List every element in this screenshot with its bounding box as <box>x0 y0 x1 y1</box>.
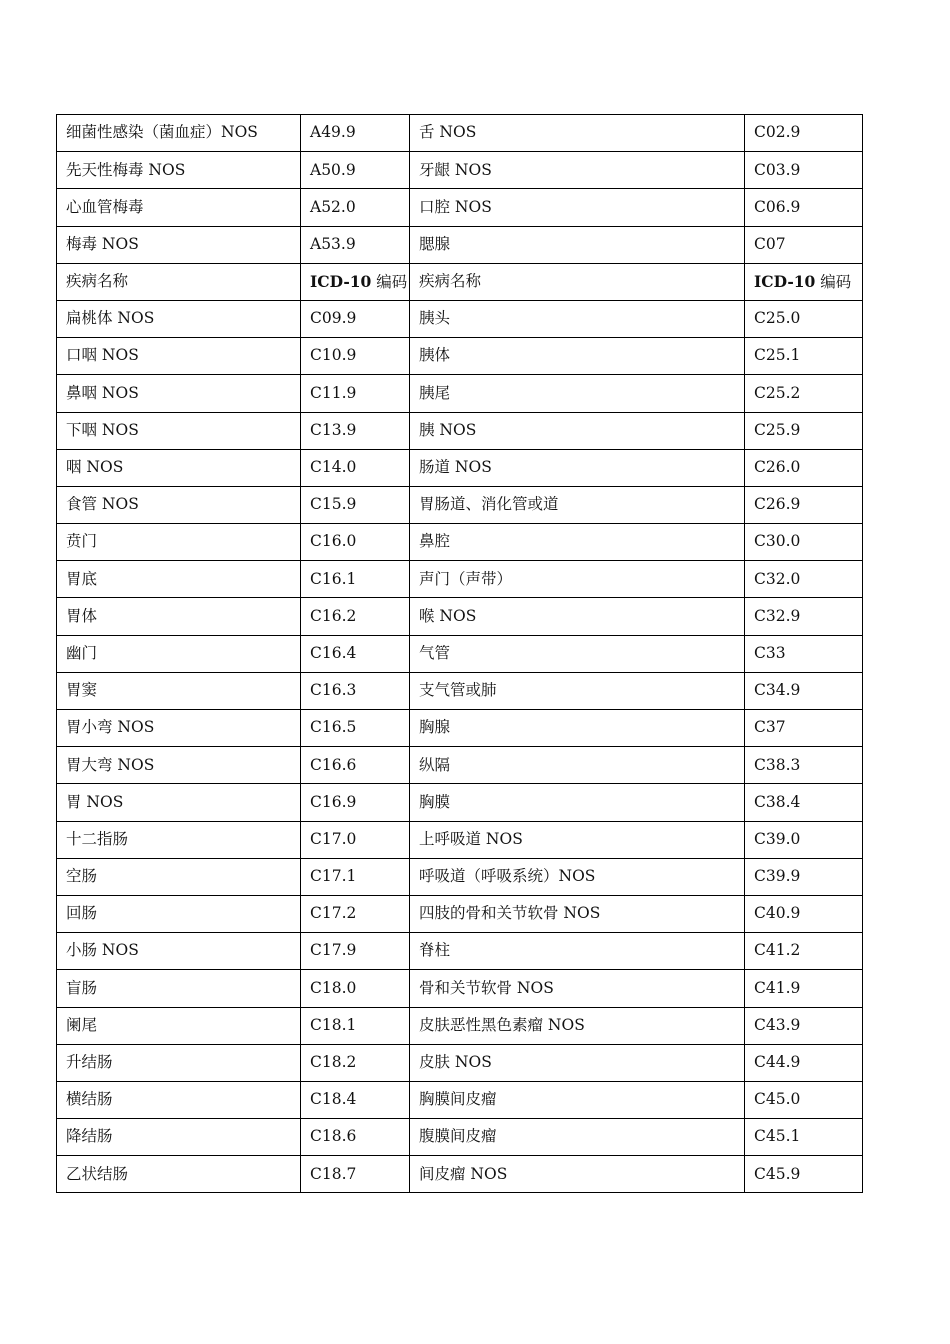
disease-name-left: 胃 NOS <box>57 784 301 821</box>
disease-name-left: 鼻咽 NOS <box>57 375 301 412</box>
icd-code-right: C33 <box>745 635 863 672</box>
table-row <box>57 338 863 375</box>
disease-name-left: 胃小弯 NOS <box>57 710 301 747</box>
disease-name-left: 降结肠 <box>57 1119 301 1156</box>
table-row <box>57 1007 863 1044</box>
disease-name-right: 骨和关节软骨 NOS <box>410 970 745 1007</box>
disease-name-left: 扁桃体 NOS <box>57 300 301 337</box>
table-row <box>57 1119 863 1156</box>
table-row <box>57 152 863 189</box>
disease-name-left: 空肠 <box>57 858 301 895</box>
icd-code-right: C30.0 <box>745 524 863 561</box>
table-row <box>57 598 863 635</box>
disease-name-right: 四肢的骨和关节软骨 NOS <box>410 895 745 932</box>
icd-code-left: C17.2 <box>301 895 410 932</box>
disease-name-right: 气管 <box>410 635 745 672</box>
icd-code-right: C02.9 <box>745 115 863 152</box>
icd-code-right: C41.2 <box>745 933 863 970</box>
disease-name-right: 支气管或肺 <box>410 672 745 709</box>
disease-name-left: 盲肠 <box>57 970 301 1007</box>
disease-name-right: 胰头 <box>410 300 745 337</box>
disease-name-right: 喉 NOS <box>410 598 745 635</box>
disease-name-right: 鼻腔 <box>410 524 745 561</box>
disease-name-left: 细菌性感染（菌血症）NOS <box>57 115 301 152</box>
icd-code-left: C16.9 <box>301 784 410 821</box>
icd-code-left: C16.6 <box>301 747 410 784</box>
disease-name-right: 上呼吸道 NOS <box>410 821 745 858</box>
disease-name-right: 胰尾 <box>410 375 745 412</box>
icd-code-left: C16.1 <box>301 561 410 598</box>
table-row <box>57 710 863 747</box>
icd-code-right: C06.9 <box>745 189 863 226</box>
disease-name-right: 胃肠道、消化管或道 <box>410 486 745 523</box>
table-row <box>57 412 863 449</box>
icd-code-right: C38.4 <box>745 784 863 821</box>
icd-code-right: C37 <box>745 710 863 747</box>
disease-name-right: 舌 NOS <box>410 115 745 152</box>
icd-code-left: C18.6 <box>301 1119 410 1156</box>
disease-name-right: 口腔 NOS <box>410 189 745 226</box>
disease-name-left: 贲门 <box>57 524 301 561</box>
icd-code-right: C03.9 <box>745 152 863 189</box>
disease-name-right: 胸膜间皮瘤 <box>410 1081 745 1118</box>
icd-code-right: C39.9 <box>745 858 863 895</box>
icd-code-left: A49.9 <box>301 115 410 152</box>
header-icd10-code-right <box>745 263 863 300</box>
icd-code-left: C18.7 <box>301 1156 410 1193</box>
disease-name-right: 皮肤恶性黑色素瘤 NOS <box>410 1007 745 1044</box>
icd-code-left: A53.9 <box>301 226 410 263</box>
icd-code-left: A50.9 <box>301 152 410 189</box>
icd-code-left: C17.9 <box>301 933 410 970</box>
table-row <box>57 524 863 561</box>
disease-name-left: 先天性梅毒 NOS <box>57 152 301 189</box>
icd-code-left: C09.9 <box>301 300 410 337</box>
table-header-row <box>57 263 863 300</box>
table-row <box>57 189 863 226</box>
icd-code-right: C45.9 <box>745 1156 863 1193</box>
disease-name-left: 胃窦 <box>57 672 301 709</box>
disease-name-right: 胸腺 <box>410 710 745 747</box>
table-row <box>57 1156 863 1193</box>
table-row <box>57 970 863 1007</box>
icd-code-right: C26.9 <box>745 486 863 523</box>
icd-code-right: C44.9 <box>745 1044 863 1081</box>
icd-code-right: C45.1 <box>745 1119 863 1156</box>
icd-code-right: C25.1 <box>745 338 863 375</box>
icd-code-right: C25.2 <box>745 375 863 412</box>
table-row <box>57 300 863 337</box>
disease-name-left: 胃大弯 NOS <box>57 747 301 784</box>
icd-code-left: C16.4 <box>301 635 410 672</box>
table-row <box>57 1044 863 1081</box>
icd-code-right: C40.9 <box>745 895 863 932</box>
disease-name-right: 胰体 <box>410 338 745 375</box>
icd-code-left: C16.5 <box>301 710 410 747</box>
disease-name-left: 食管 NOS <box>57 486 301 523</box>
icd-code-left: C18.2 <box>301 1044 410 1081</box>
table-row <box>57 486 863 523</box>
table-row <box>57 226 863 263</box>
disease-name-left: 乙状结肠 <box>57 1156 301 1193</box>
icd-code-left: C18.4 <box>301 1081 410 1118</box>
table-row <box>57 895 863 932</box>
icd-code-left: C16.0 <box>301 524 410 561</box>
disease-name-left: 咽 NOS <box>57 449 301 486</box>
disease-name-right: 胰 NOS <box>410 412 745 449</box>
disease-name-right: 肠道 NOS <box>410 449 745 486</box>
disease-name-left: 回肠 <box>57 895 301 932</box>
icd10-code-table <box>56 114 863 1193</box>
header-disease-name-left: 疾病名称 <box>57 263 301 300</box>
icd-code-right: C25.9 <box>745 412 863 449</box>
table-row <box>57 784 863 821</box>
disease-name-right: 胸膜 <box>410 784 745 821</box>
icd-code-right: C39.0 <box>745 821 863 858</box>
icd-code-right: C07 <box>745 226 863 263</box>
table-row <box>57 115 863 152</box>
icd-code-right: C32.9 <box>745 598 863 635</box>
icd-code-right: C38.3 <box>745 747 863 784</box>
header-code-suffix: 编码 <box>815 272 852 291</box>
disease-name-right: 腮腺 <box>410 226 745 263</box>
icd-code-right: C34.9 <box>745 672 863 709</box>
icd-code-left: C18.0 <box>301 970 410 1007</box>
header-disease-name-right: 疾病名称 <box>410 263 745 300</box>
icd-code-right: C32.0 <box>745 561 863 598</box>
icd-code-right: C41.9 <box>745 970 863 1007</box>
icd-code-left: C15.9 <box>301 486 410 523</box>
disease-name-left: 心血管梅毒 <box>57 189 301 226</box>
disease-name-left: 梅毒 NOS <box>57 226 301 263</box>
table-row <box>57 747 863 784</box>
icd-code-left: C17.0 <box>301 821 410 858</box>
table-row <box>57 933 863 970</box>
disease-name-left: 横结肠 <box>57 1081 301 1118</box>
disease-name-right: 呼吸道（呼吸系统）NOS <box>410 858 745 895</box>
disease-name-right: 腹膜间皮瘤 <box>410 1119 745 1156</box>
table-row <box>57 449 863 486</box>
disease-name-right: 牙龈 NOS <box>410 152 745 189</box>
header-icd10-code-left <box>301 263 410 300</box>
icd-code-left: C18.1 <box>301 1007 410 1044</box>
disease-name-left: 阑尾 <box>57 1007 301 1044</box>
icd-code-right: C25.0 <box>745 300 863 337</box>
disease-name-right: 皮肤 NOS <box>410 1044 745 1081</box>
disease-name-right: 间皮瘤 NOS <box>410 1156 745 1193</box>
disease-name-left: 升结肠 <box>57 1044 301 1081</box>
disease-name-left: 小肠 NOS <box>57 933 301 970</box>
icd-code-left: C16.3 <box>301 672 410 709</box>
table-body <box>57 115 863 1193</box>
disease-name-right: 声门（声带） <box>410 561 745 598</box>
disease-name-right: 纵隔 <box>410 747 745 784</box>
disease-name-left: 十二指肠 <box>57 821 301 858</box>
disease-name-left: 胃体 <box>57 598 301 635</box>
icd-code-left: C13.9 <box>301 412 410 449</box>
table-row <box>57 635 863 672</box>
table-row <box>57 1081 863 1118</box>
table-row <box>57 672 863 709</box>
icd-code-left: C16.2 <box>301 598 410 635</box>
disease-name-left: 口咽 NOS <box>57 338 301 375</box>
icd-code-right: C45.0 <box>745 1081 863 1118</box>
icd-code-left: C11.9 <box>301 375 410 412</box>
icd-code-left: C10.9 <box>301 338 410 375</box>
icd-code-right: C26.0 <box>745 449 863 486</box>
table-row <box>57 375 863 412</box>
icd-code-right: C43.9 <box>745 1007 863 1044</box>
table-row <box>57 821 863 858</box>
table-row <box>57 858 863 895</box>
disease-name-right: 脊柱 <box>410 933 745 970</box>
disease-name-left: 下咽 NOS <box>57 412 301 449</box>
disease-name-left: 幽门 <box>57 635 301 672</box>
icd-code-left: C14.0 <box>301 449 410 486</box>
disease-name-left: 胃底 <box>57 561 301 598</box>
header-icd10-label: ICD-10 <box>310 271 372 291</box>
table-row <box>57 561 863 598</box>
header-icd10-label: ICD-10 <box>754 271 816 291</box>
icd-code-left: C17.1 <box>301 858 410 895</box>
icd-code-left: A52.0 <box>301 189 410 226</box>
header-code-suffix: 编码 <box>371 272 408 291</box>
